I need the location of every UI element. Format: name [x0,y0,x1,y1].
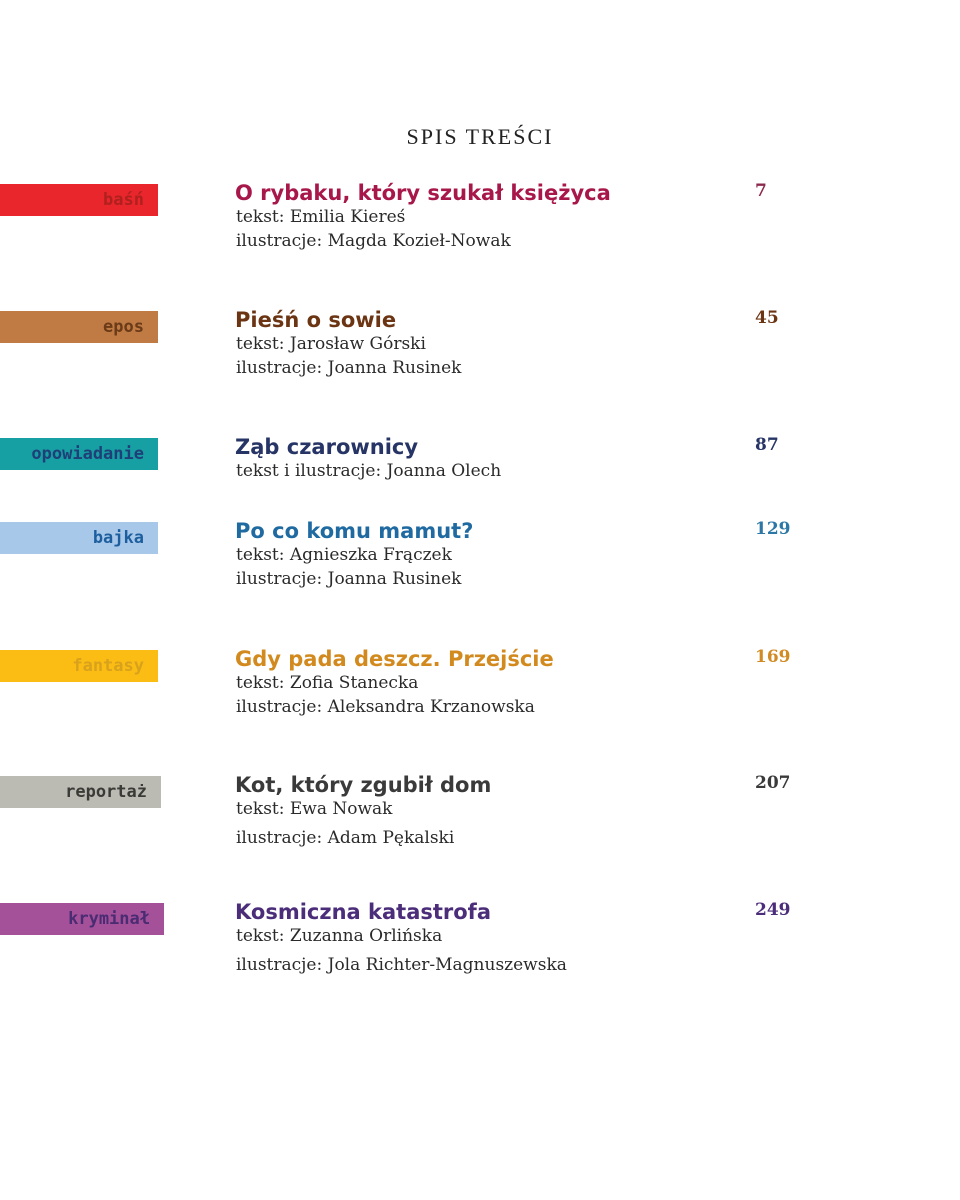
entry-title[interactable]: Pieśń o sowie [235,308,397,332]
toc-entry[interactable] [0,518,960,628]
page-title: SPIS TREŚCI [406,124,554,149]
genre-tag: fantasy [0,650,158,682]
credit-line: tekst: Ewa Nowak [236,799,393,819]
toc-entry[interactable] [0,180,960,290]
page-number: 249 [755,900,791,920]
credit-line: ilustracje: Jola Richter-Magnuszewska [236,955,567,975]
genre-tag: baśń [0,184,158,216]
credit-line: tekst i ilustracje: Joanna Olech [236,461,502,481]
genre-tag: opowiadanie [0,438,158,470]
credit-line: tekst: Agnieszka Frączek [236,545,452,565]
credit-line: ilustracje: Aleksandra Krzanowska [236,697,535,717]
page-number: 169 [755,647,791,667]
credit-line: ilustracje: Joanna Rusinek [236,569,462,589]
toc-entry[interactable] [0,307,960,417]
genre-tag: epos [0,311,158,343]
credit-line: ilustracje: Joanna Rusinek [236,358,462,378]
credit-line: tekst: Emilia Kiereś [236,207,406,227]
credit-line: tekst: Zofia Stanecka [236,673,419,693]
credit-line: ilustracje: Adam Pękalski [236,828,455,848]
entry-title[interactable]: Kosmiczna katastrofa [235,900,491,924]
page-number: 7 [755,181,767,201]
entry-title[interactable]: Gdy pada deszcz. Przejście [235,647,554,671]
page-number: 87 [755,435,779,455]
toc-entry[interactable] [0,772,960,882]
genre-tag: kryminał [0,903,164,935]
credit-line: tekst: Jarosław Górski [236,334,426,354]
toc-entry[interactable] [0,899,960,1009]
entry-title[interactable]: O rybaku, który szukał księżyca [235,181,611,205]
toc-entry[interactable] [0,646,960,756]
credit-line: tekst: Zuzanna Orlińska [236,926,443,946]
genre-tag: bajka [0,522,158,554]
page-number: 207 [755,773,791,793]
page-number: 129 [755,519,791,539]
entry-title[interactable]: Kot, który zgubił dom [235,773,492,797]
entry-title[interactable]: Ząb czarownicy [235,435,419,459]
entry-title[interactable]: Po co komu mamut? [235,519,474,543]
genre-tag: reportaż [0,776,161,808]
credit-line: ilustracje: Magda Kozieł-Nowak [236,231,511,251]
page-number: 45 [755,308,779,328]
